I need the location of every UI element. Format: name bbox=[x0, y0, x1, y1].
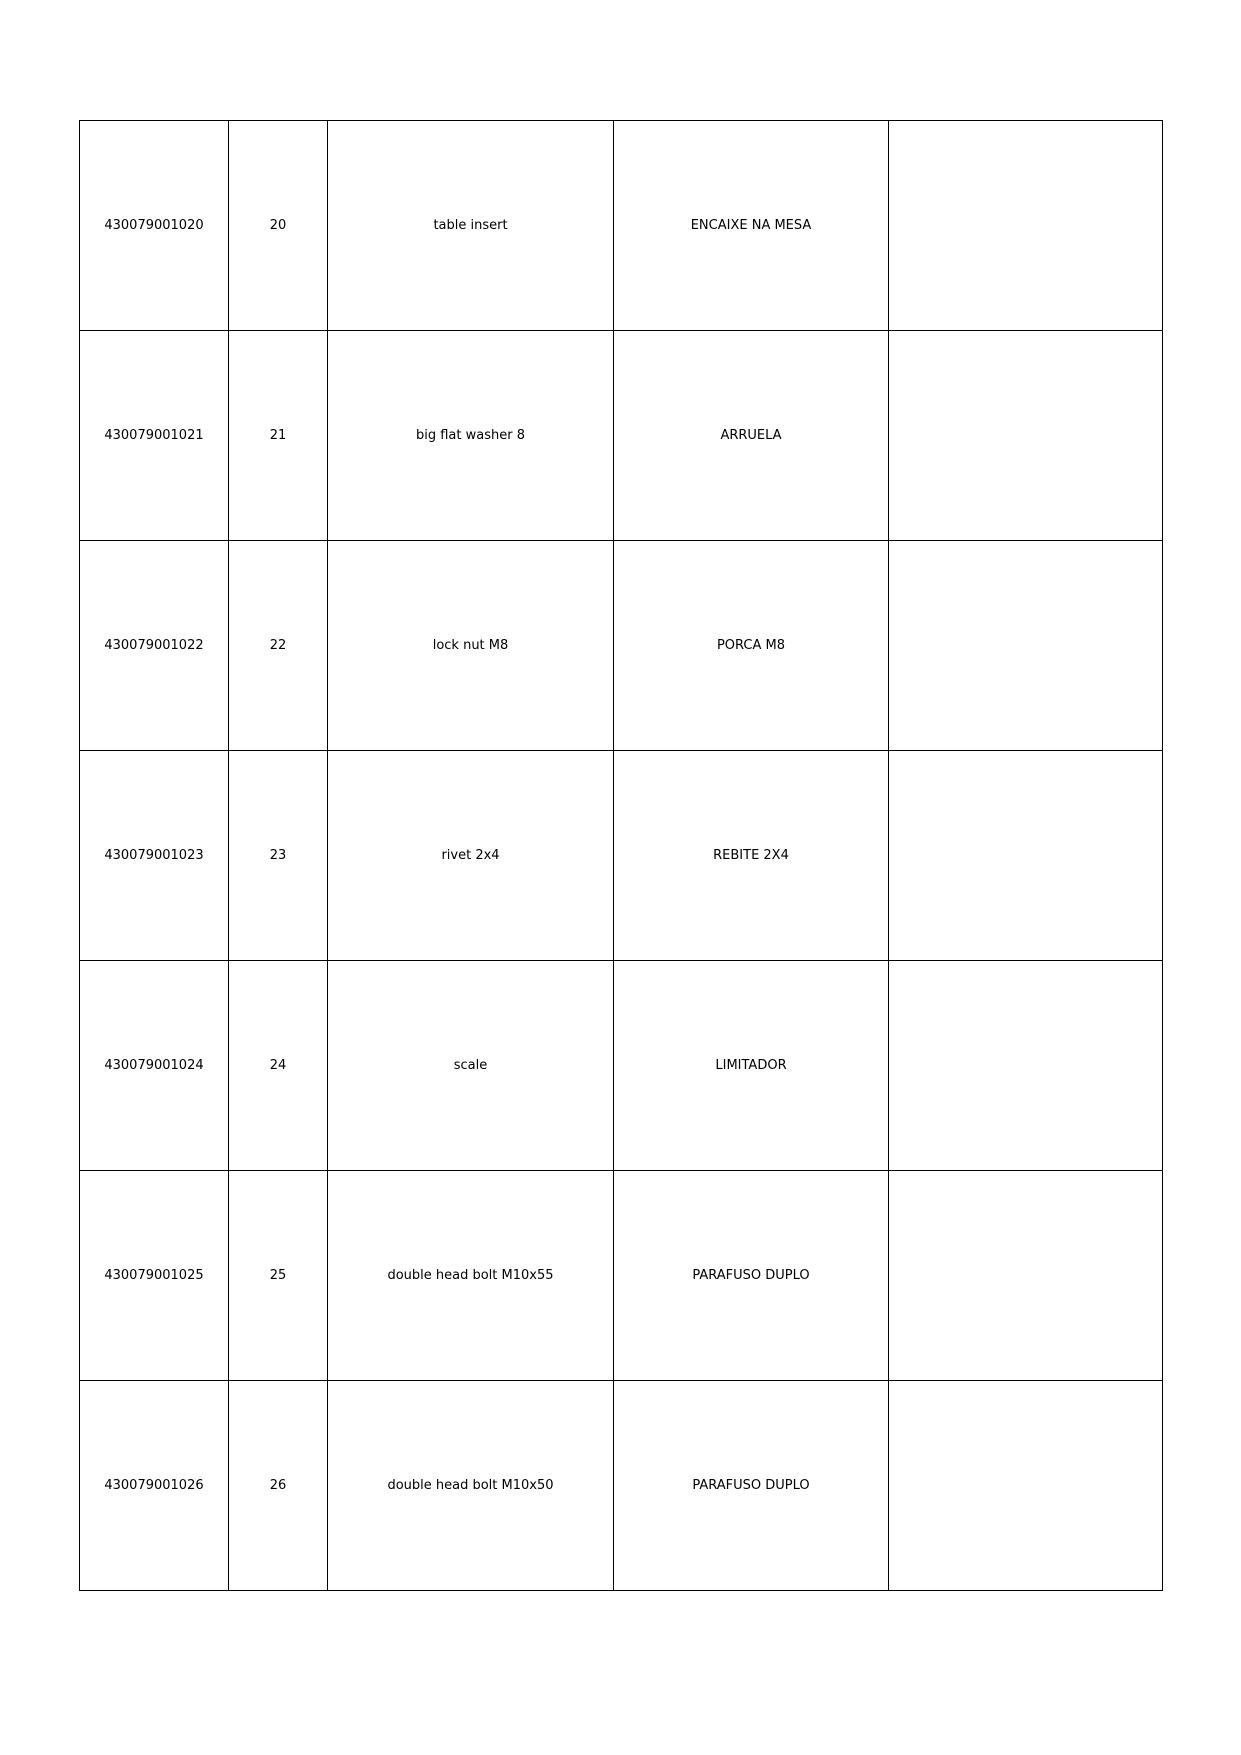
description-en-cell: big flat washer 8 bbox=[328, 331, 614, 541]
item-number-cell: 25 bbox=[229, 1171, 328, 1381]
part-code-cell: 430079001020 bbox=[80, 121, 229, 331]
table-row bbox=[80, 961, 1163, 1171]
item-number-cell: 24 bbox=[229, 961, 328, 1171]
item-number-cell: 26 bbox=[229, 1381, 328, 1591]
item-number-cell: 23 bbox=[229, 751, 328, 961]
description-en-cell: double head bolt M10x50 bbox=[328, 1381, 614, 1591]
description-en-cell: rivet 2x4 bbox=[328, 751, 614, 961]
description-pt-cell: PARAFUSO DUPLO bbox=[614, 1381, 889, 1591]
item-number-cell: 21 bbox=[229, 331, 328, 541]
part-code-cell: 430079001024 bbox=[80, 961, 229, 1171]
part-code-cell: 430079001022 bbox=[80, 541, 229, 751]
table-row bbox=[80, 331, 1163, 541]
description-pt-cell: PARAFUSO DUPLO bbox=[614, 1171, 889, 1381]
table-row bbox=[80, 751, 1163, 961]
part-code-cell: 430079001026 bbox=[80, 1381, 229, 1591]
notes-cell bbox=[889, 1171, 1163, 1381]
part-code-cell: 430079001023 bbox=[80, 751, 229, 961]
description-pt-cell: PORCA M8 bbox=[614, 541, 889, 751]
parts-table bbox=[79, 120, 1163, 1591]
notes-cell bbox=[889, 961, 1163, 1171]
table-row bbox=[80, 1171, 1163, 1381]
table-row bbox=[80, 121, 1163, 331]
description-pt-cell: ENCAIXE NA MESA bbox=[614, 121, 889, 331]
part-code-cell: 430079001025 bbox=[80, 1171, 229, 1381]
table-row bbox=[80, 541, 1163, 751]
notes-cell bbox=[889, 121, 1163, 331]
notes-cell bbox=[889, 331, 1163, 541]
item-number-cell: 20 bbox=[229, 121, 328, 331]
description-pt-cell: REBITE 2X4 bbox=[614, 751, 889, 961]
notes-cell bbox=[889, 1381, 1163, 1591]
table-row bbox=[80, 1381, 1163, 1591]
item-number-cell: 22 bbox=[229, 541, 328, 751]
description-en-cell: double head bolt M10x55 bbox=[328, 1171, 614, 1381]
part-code-cell: 430079001021 bbox=[80, 331, 229, 541]
notes-cell bbox=[889, 751, 1163, 961]
description-pt-cell: LIMITADOR bbox=[614, 961, 889, 1171]
description-en-cell: table insert bbox=[328, 121, 614, 331]
notes-cell bbox=[889, 541, 1163, 751]
description-pt-cell: ARRUELA bbox=[614, 331, 889, 541]
description-en-cell: scale bbox=[328, 961, 614, 1171]
description-en-cell: lock nut M8 bbox=[328, 541, 614, 751]
